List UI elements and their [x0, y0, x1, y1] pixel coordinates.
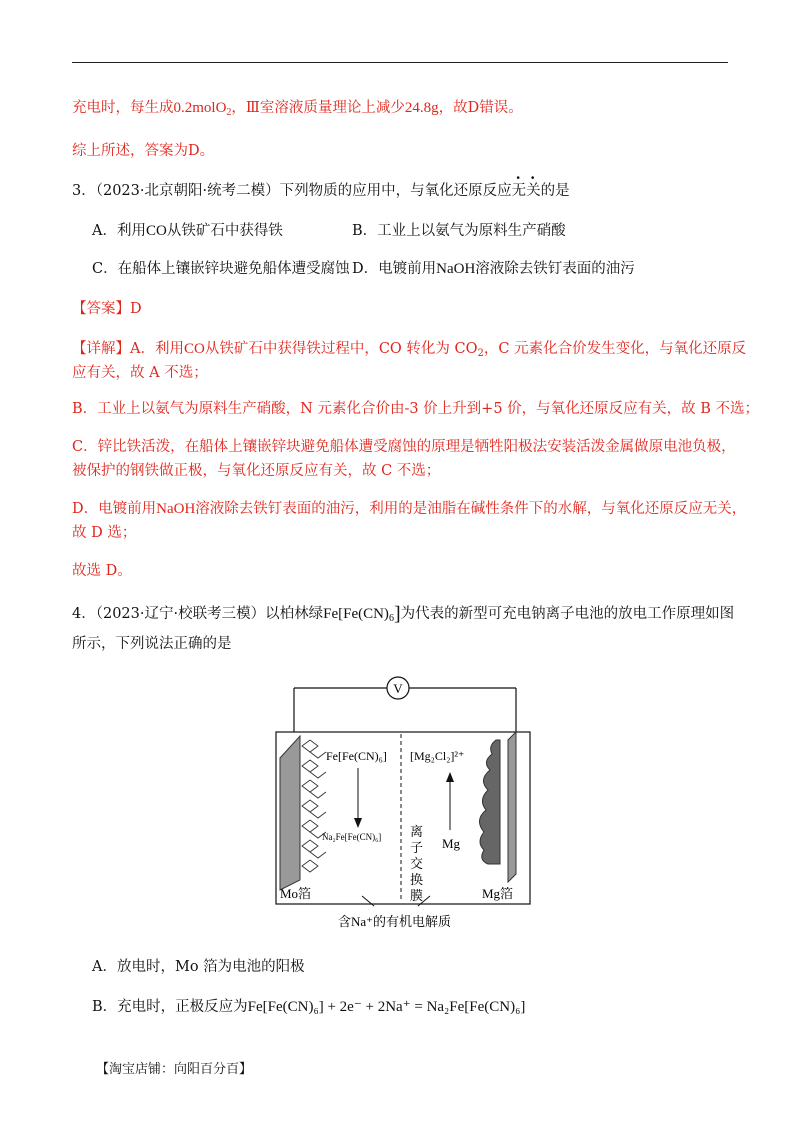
left-electrode-label: Mo箔: [280, 886, 312, 901]
q3-option-c: C．在船体上镶嵌锌块避免船体遭受腐蚀: [92, 261, 350, 277]
q3-stem: 3．（2023·北京朝阳·统考二模）下列物质的应用中，与氧化还原反应无关的是: [72, 183, 570, 199]
q4-stem-2: 所示，下列说法正确的是: [72, 636, 232, 652]
q3-explanation-c: C．锌比铁活泼，在船体上镶嵌锌块避免船体遭受腐蚀的原理是牺牲阳极法安装活泼金属做原电池负极，: [72, 439, 736, 455]
q3-explanation-a: 【详解】A．利用CO从铁矿石中获得铁过程中，CO 转化为 $CO_2$，C 元素化合价发生变化，与氧化还原反: [72, 341, 747, 359]
q3-option-a: A．利用CO从铁矿石中获得铁: [92, 223, 283, 239]
membrane-char-3: 交: [410, 856, 424, 871]
header-rule: [72, 62, 728, 63]
membrane-char-4: 换: [410, 872, 424, 887]
q4-option-b: B．充电时，正极反应为Fe[Fe(CN)₆] + 2e⁻ + 2Na⁺ = Na₂Fe[Fe(CN)₆]: [92, 999, 526, 1015]
right-top-species: [Mg₂Cl₂]²⁺: [410, 749, 465, 763]
para-charge: 充电时，每生成0.2molO$_2$，Ⅲ室溶液质量理论上减少24.8g，故D错误。: [72, 100, 523, 118]
right-electrode-label: Mg箔: [482, 886, 514, 901]
membrane-char-5: 膜: [410, 888, 424, 903]
para-summary: 综上所述，答案为D。: [72, 143, 215, 159]
mg-foil-electrode: [508, 732, 516, 882]
q3-explanation-b: B．工业上以氨气为原料生产硝酸，N 元素化合价由-3 价上升到+5 价，与氧化还原反应有关，故 B 不选；: [72, 401, 760, 417]
mo-foil-electrode: [280, 736, 300, 890]
berlin-green-formula: $Fe[Fe(CN)_6]$: [323, 603, 401, 625]
q4-stem: 4．（2023·辽宁·校联考三模）以柏林绿$Fe[Fe(CN)_6]$为代表的新型可充电钠离子电池的放电工作原理如图: [72, 603, 735, 625]
q3-explanation-c2: 被保护的钢铁做正极，与氧化还原反应有关，故 C 不选；: [72, 463, 441, 479]
q3-explanation-d2: 故 D 选；: [72, 525, 137, 541]
membrane-char-2: 子: [410, 840, 424, 855]
q3-option-d: D．电镀前用NaOH溶液除去铁钉表面的油污: [352, 261, 635, 277]
battery-diagram: [270, 670, 540, 940]
electrolyte-label: 含Na⁺的有机电解质: [338, 914, 452, 929]
q3-final: 故选 D。: [72, 563, 132, 579]
voltmeter-label: V: [393, 681, 403, 696]
right-bottom-species: Mg: [442, 836, 461, 851]
membrane-char-1: 离: [410, 824, 424, 839]
q3-answer: 【答案】D: [72, 301, 142, 317]
left-bottom-species: Na₂Fe[Fe(CN)₆]: [322, 832, 382, 842]
footer-shop: 【淘宝店铺：向阳百分百】: [96, 1062, 253, 1077]
q3-explanation-d: D．电镀前用NaOH溶液除去铁钉表面的油污，利用的是油脂在碱性条件下的水解，与氧化还原反应无关，: [72, 501, 747, 517]
charge-equation: Fe[Fe(CN)₆] + 2e⁻ + 2Na⁺ = Na₂Fe[Fe(CN)₆]: [247, 999, 526, 1015]
left-top-species: Fe[Fe(CN)₆]: [326, 749, 387, 763]
q4-option-a: A．放电时，Mo 箔为电池的阳极: [92, 959, 305, 975]
q3-explanation-a2: 应有关，故 A 不选；: [72, 365, 208, 381]
q3-option-b: B．工业上以氨气为原料生产硝酸: [352, 223, 566, 239]
